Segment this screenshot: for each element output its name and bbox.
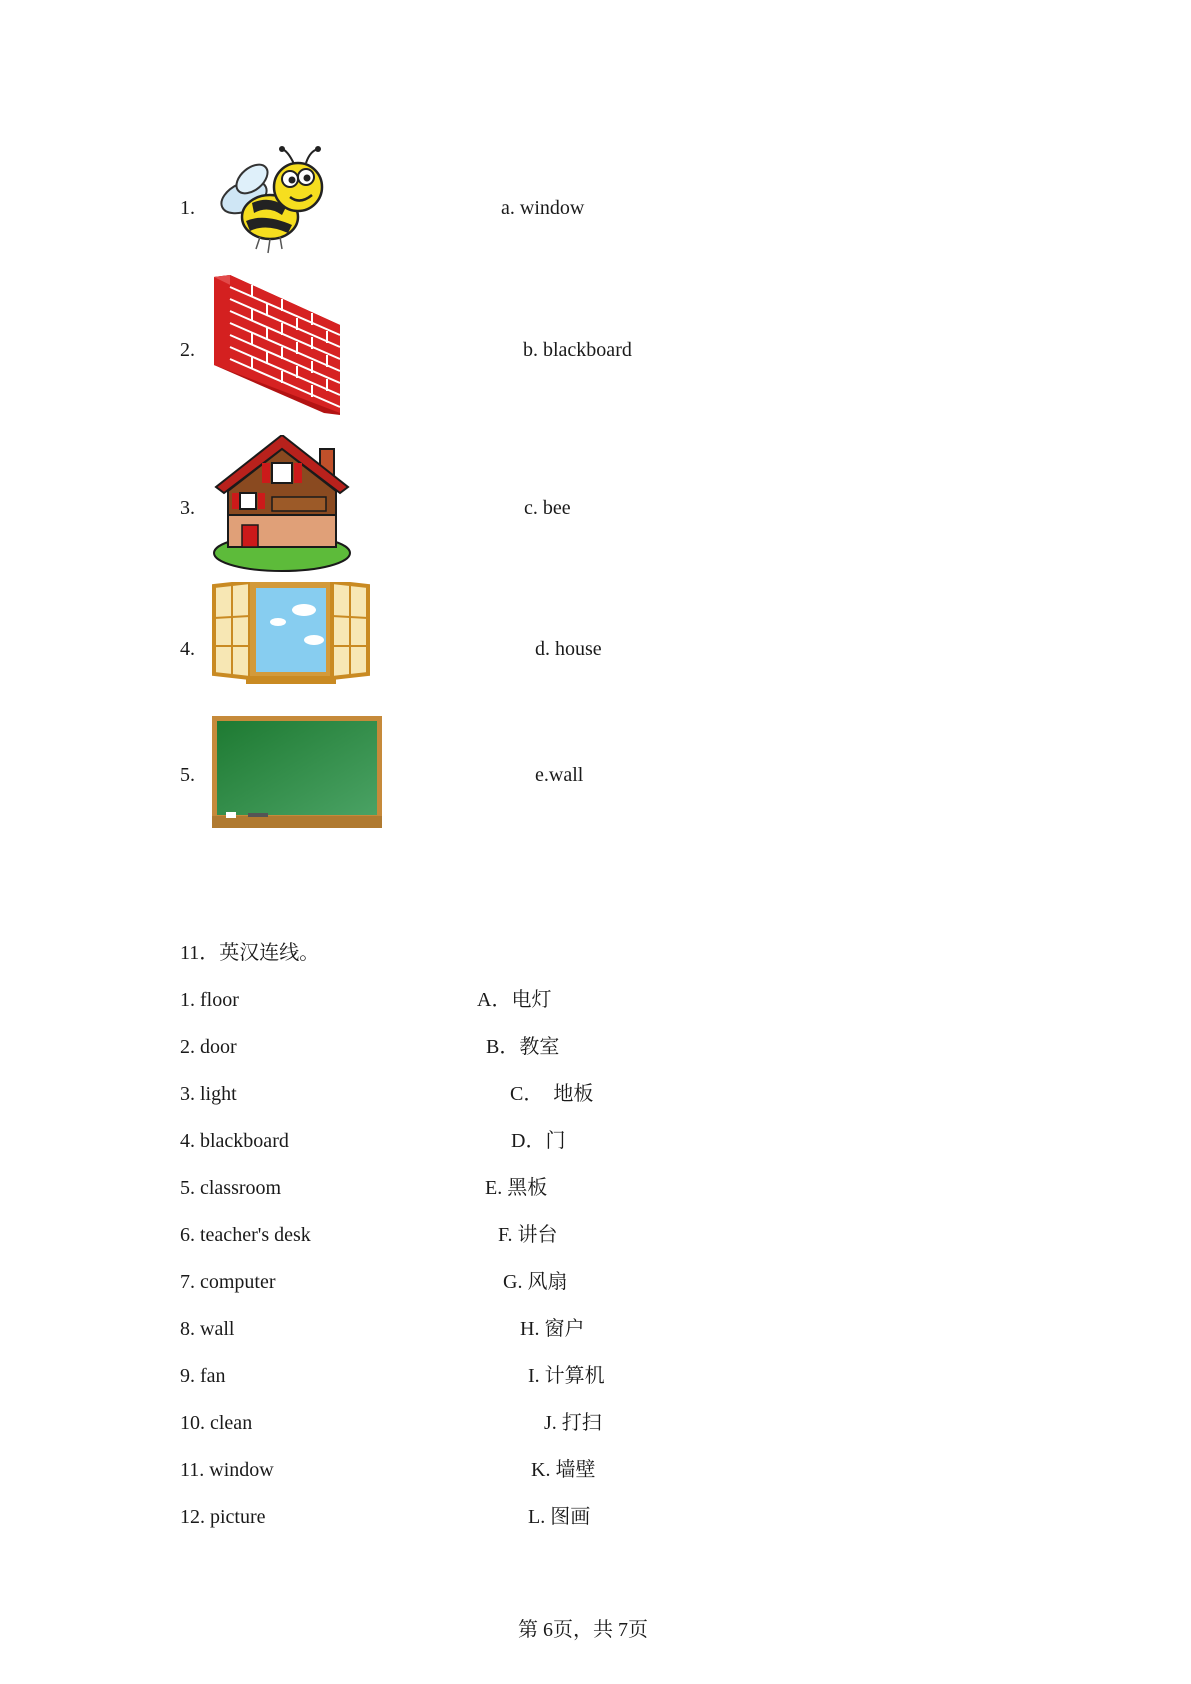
english-word-12: 12. picture bbox=[180, 1506, 266, 1528]
item-number-5: 5. bbox=[180, 764, 195, 786]
english-word-1: 1. floor bbox=[180, 989, 239, 1011]
chinese-word-e: E. 黑板 bbox=[485, 1177, 548, 1199]
blackboard-picture bbox=[212, 716, 382, 828]
chinese-word-d: D．门 bbox=[511, 1130, 566, 1152]
word-d: d. house bbox=[535, 638, 602, 660]
bee-picture bbox=[212, 145, 332, 265]
house-picture bbox=[212, 435, 352, 575]
chinese-word-i: I. 计算机 bbox=[528, 1365, 605, 1387]
word-e: e.wall bbox=[535, 764, 584, 786]
question-11-title: 11．英汉连线。 bbox=[180, 942, 320, 964]
item-number-2: 2. bbox=[180, 339, 195, 361]
chinese-word-h: H. 窗户 bbox=[520, 1318, 585, 1340]
english-word-5: 5. classroom bbox=[180, 1177, 282, 1199]
window-picture bbox=[212, 582, 372, 686]
chinese-word-c: C． 地板 bbox=[510, 1083, 594, 1105]
chinese-word-l: L. 图画 bbox=[528, 1506, 591, 1528]
page-number: 第 6页，共 7页 bbox=[518, 1619, 648, 1641]
item-number-1: 1. bbox=[180, 197, 195, 219]
english-word-7: 7. computer bbox=[180, 1271, 276, 1293]
english-word-6: 6. teacher's desk bbox=[180, 1224, 311, 1246]
english-word-11: 11. window bbox=[180, 1459, 274, 1481]
chinese-word-b: B．教室 bbox=[486, 1036, 560, 1058]
chinese-word-j: J. 打扫 bbox=[544, 1412, 602, 1434]
word-c: c. bee bbox=[524, 497, 571, 519]
word-a: a. window bbox=[501, 197, 585, 219]
word-b: b. blackboard bbox=[523, 339, 632, 361]
brick-wall-picture bbox=[212, 275, 342, 415]
chinese-word-k: K. 墙壁 bbox=[531, 1459, 596, 1481]
chinese-word-f: F. 讲台 bbox=[498, 1224, 558, 1246]
chinese-word-a: A．电灯 bbox=[477, 989, 552, 1011]
english-word-8: 8. wall bbox=[180, 1318, 235, 1340]
chinese-word-g: G. 风扇 bbox=[503, 1271, 568, 1293]
item-number-3: 3. bbox=[180, 497, 195, 519]
english-word-2: 2. door bbox=[180, 1036, 237, 1058]
item-number-4: 4. bbox=[180, 638, 195, 660]
english-word-9: 9. fan bbox=[180, 1365, 226, 1387]
english-word-10: 10. clean bbox=[180, 1412, 253, 1434]
english-word-4: 4. blackboard bbox=[180, 1130, 289, 1152]
english-word-3: 3. light bbox=[180, 1083, 237, 1105]
